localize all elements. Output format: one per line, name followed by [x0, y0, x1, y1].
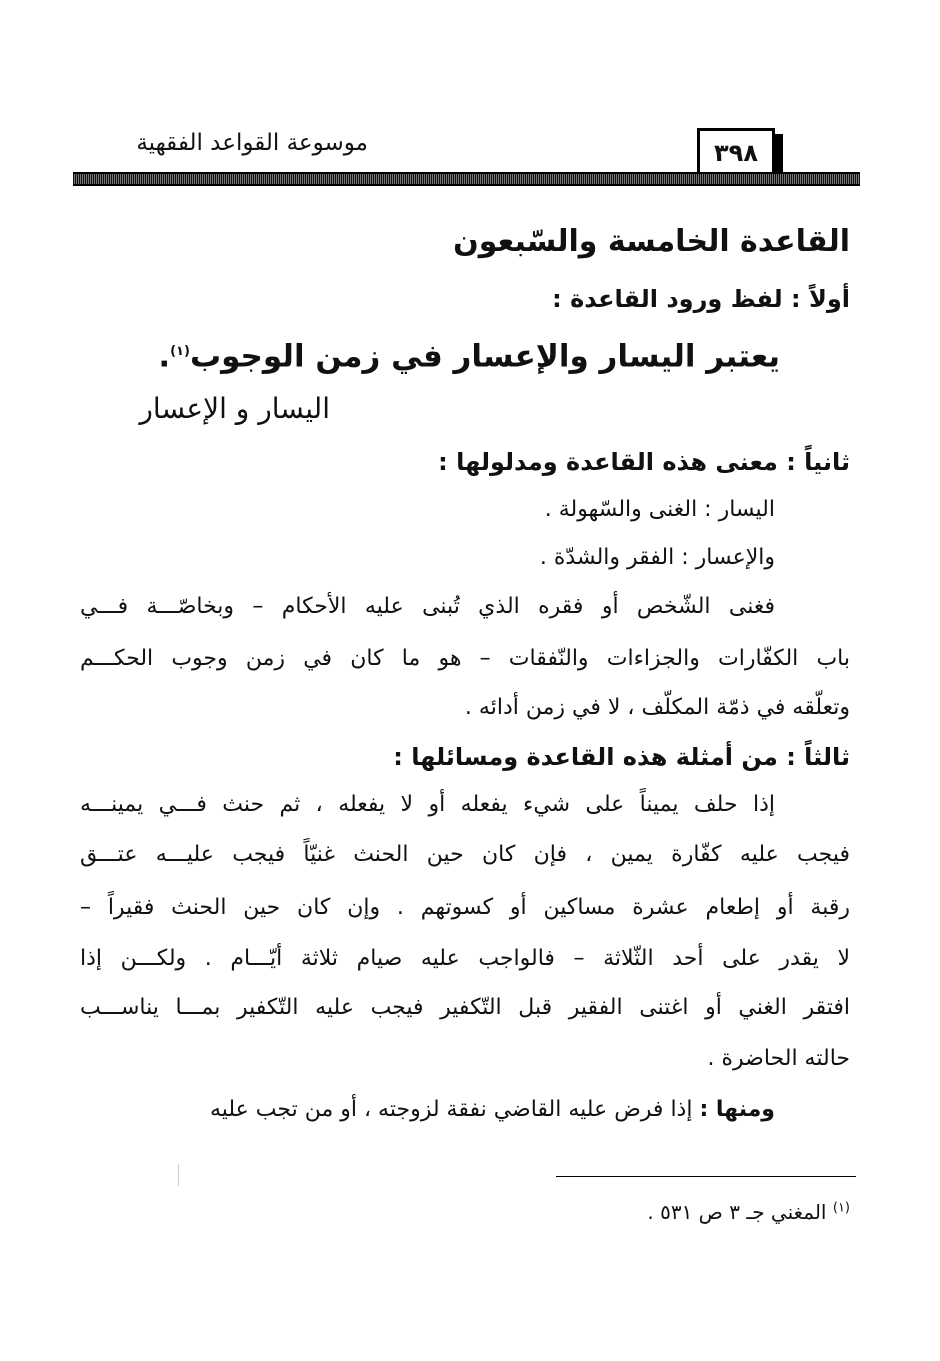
paragraph-line: وتعلّقه في ذمّة المكلّف ، لا في زمن أدائه . — [464, 695, 850, 720]
rule-statement-text: يعتبر اليسار والإعسار في زمن الوجوب — [189, 338, 780, 375]
paragraph-line: إذا حلف يميناً على شيء يفعله أو لا يفعله ، ثم حنث فـــي يمينـــه — [80, 792, 775, 817]
footnote-text: المغني جـ ٣ ص ٥٣١ . — [647, 1200, 827, 1224]
example-lead: ومنها : — [699, 1097, 775, 1122]
page-number-box — [697, 128, 775, 174]
paragraph-line: باب الكفّارات والجزاءات والنّفقات – هو ما كان في زمن وجوب الحكـــم — [80, 646, 850, 671]
running-title: موسوعة القواعد الفقهية — [136, 130, 368, 156]
footnote-ref: (١) — [170, 344, 190, 359]
rule-statement — [158, 330, 780, 378]
paragraph-line: رقبة أو إطعام عشرة مساكين أو كسوتهم . وإن كان حين الحنث فقيراً – — [80, 895, 850, 920]
section1-heading: أولاً : لفظ ورود القاعدة : — [552, 285, 850, 313]
paragraph-line: حالته الحاضرة . — [707, 1046, 850, 1071]
rule-subtitle: اليسار و الإعسار — [139, 392, 330, 425]
rule-title: القاعدة الخامسة والسّبعون — [453, 224, 850, 259]
page-box-shadow — [775, 134, 783, 174]
rule-statement-end: . — [158, 338, 171, 375]
paragraph-line: افتقر الغني أو اغتنى الفقير قبل التّكفير فيجب عليه التّكفير بمـــا يناســـب — [80, 995, 850, 1020]
page-number: ٣٩٨ — [714, 139, 758, 167]
example-text: إذا فرض عليه القاضي نفقة لزوجته ، أو من تجب عليه — [209, 1097, 700, 1122]
footnote-marker: (١) — [832, 1200, 850, 1216]
footnote — [647, 1200, 850, 1224]
paragraph-line: فيجب عليه كفّارة يمين ، فإن كان حين الحنث غنيّاً فيجب عليـــه عتـــق — [80, 842, 850, 867]
section2-heading: ثانياً : معنى هذه القاعدة ومدلولها : — [438, 448, 850, 476]
paragraph-line: لا يقدر على أحد الثّلاثة – فالواجب عليه صيام ثلاثة أيّـــام . ولكـــن إذا — [80, 946, 850, 971]
scan-mark — [178, 1164, 179, 1186]
footnote-rule — [556, 1176, 856, 1177]
header-rule — [73, 172, 860, 186]
definition-yasar: اليسار : الغنى والسّهولة . — [544, 497, 775, 522]
paragraph-line-last — [210, 1095, 775, 1125]
definition-iesar: والإعسار : الفقر والشدّة . — [539, 545, 775, 570]
section3-heading: ثالثاً : من أمثلة هذه القاعدة ومسائلها : — [393, 743, 850, 771]
paragraph-line: فغنى الشّخص أو فقره الذي تُبنى عليه الأحكام – وبخاصّـــة فـــي — [80, 594, 775, 619]
